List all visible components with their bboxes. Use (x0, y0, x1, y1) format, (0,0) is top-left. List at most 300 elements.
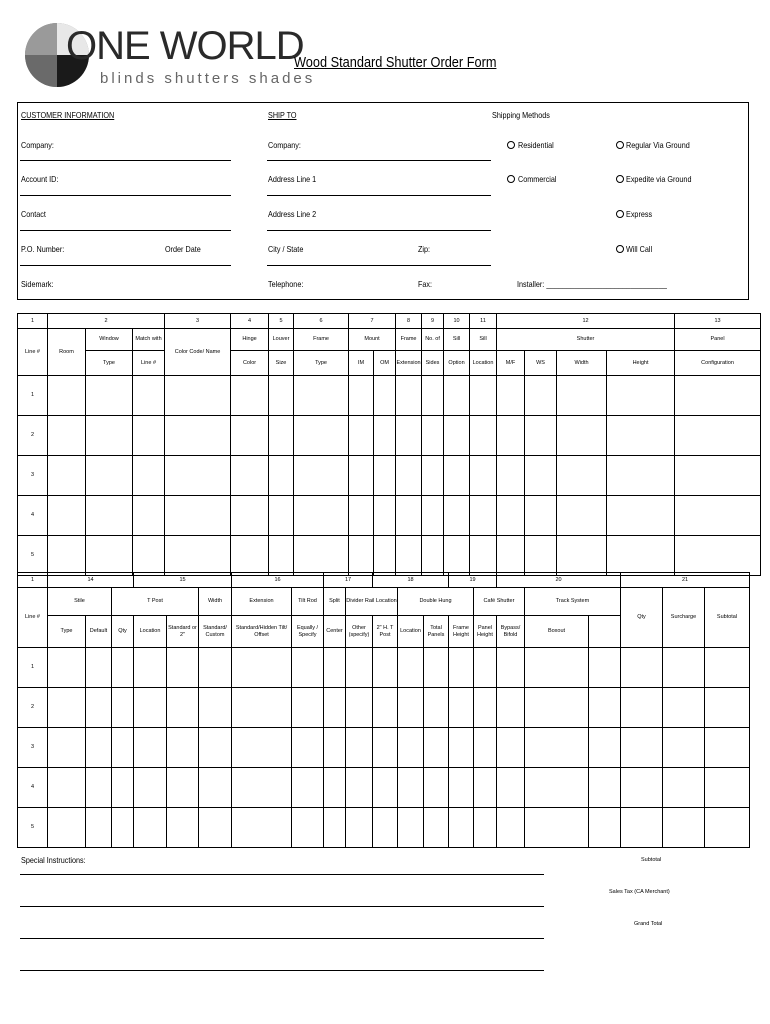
row-number: 2 (18, 416, 48, 456)
table-cell[interactable] (349, 496, 374, 536)
hdr-tpost: T Post (112, 588, 199, 616)
table-cell[interactable] (167, 648, 199, 688)
table-cell[interactable] (86, 456, 133, 496)
table-cell[interactable] (497, 768, 525, 808)
table-cell[interactable] (398, 648, 424, 688)
col-num: 1 (18, 573, 48, 588)
table-cell[interactable] (474, 648, 497, 688)
table-cell[interactable] (497, 808, 525, 848)
commercial-label: Commercial (518, 174, 557, 184)
special-line-2[interactable] (20, 906, 544, 907)
commercial-radio[interactable] (507, 175, 515, 183)
hdr-panel: Panel (675, 329, 761, 351)
table-cell[interactable] (663, 768, 705, 808)
installer-field[interactable]: Installer: ______________________________ (517, 279, 667, 289)
city-label: City / State (268, 244, 304, 254)
table-cell[interactable] (346, 768, 373, 808)
table-cell[interactable] (48, 496, 86, 536)
table-cell[interactable] (373, 768, 398, 808)
row-number: 2 (18, 688, 48, 728)
col-num: 14 (48, 573, 134, 588)
table-cell[interactable] (165, 536, 231, 576)
table-cell[interactable] (86, 648, 112, 688)
table-cell[interactable] (621, 688, 663, 728)
table-cell[interactable] (167, 768, 199, 808)
table-cell[interactable] (424, 728, 449, 768)
table-cell[interactable] (48, 648, 86, 688)
table-cell[interactable] (525, 416, 557, 456)
table-cell[interactable] (374, 456, 396, 496)
table-cell[interactable] (470, 376, 497, 416)
table-cell[interactable] (474, 768, 497, 808)
table-cell[interactable] (165, 496, 231, 536)
table-cell[interactable] (269, 416, 294, 456)
table-cell[interactable] (133, 376, 165, 416)
table-cell[interactable] (133, 496, 165, 536)
hdr-frame: Frame (294, 329, 349, 351)
table-cell[interactable] (422, 456, 444, 496)
table-row (18, 456, 761, 496)
table-cell[interactable] (167, 808, 199, 848)
table-cell[interactable] (444, 456, 470, 496)
table-cell[interactable] (86, 536, 133, 576)
hdr-width: Width (557, 351, 607, 376)
table-cell[interactable] (292, 728, 324, 768)
table-cell[interactable] (607, 536, 675, 576)
table-cell[interactable] (269, 496, 294, 536)
table-cell[interactable] (589, 688, 621, 728)
table-cell[interactable] (474, 728, 497, 768)
table-cell[interactable] (557, 496, 607, 536)
table-cell[interactable] (449, 688, 474, 728)
table-cell[interactable] (165, 376, 231, 416)
table-cell[interactable] (422, 416, 444, 456)
table-cell[interactable] (444, 496, 470, 536)
table-cell[interactable] (232, 728, 292, 768)
table-cell[interactable] (557, 536, 607, 576)
table-cell[interactable] (444, 416, 470, 456)
col-num: 15 (134, 573, 232, 588)
col-num: 16 (232, 573, 324, 588)
table-cell[interactable] (444, 536, 470, 576)
table-cell[interactable] (589, 808, 621, 848)
table-cell[interactable] (133, 536, 165, 576)
hdr-2ht: 2" H. T Post (373, 616, 398, 648)
hdr-config: Configuration (675, 351, 761, 376)
grand-total-label: Grand Total (634, 921, 663, 927)
table-cell[interactable] (525, 808, 589, 848)
table-cell[interactable] (199, 648, 232, 688)
table-row (18, 496, 761, 536)
table-cell[interactable] (589, 728, 621, 768)
address1-field[interactable] (267, 195, 491, 196)
table-cell[interactable] (621, 808, 663, 848)
table-cell[interactable] (470, 456, 497, 496)
table-cell[interactable] (675, 376, 761, 416)
table-cell[interactable] (292, 768, 324, 808)
po-field[interactable] (20, 265, 231, 266)
table-cell[interactable] (675, 456, 761, 496)
table-cell[interactable] (497, 416, 525, 456)
table-cell[interactable] (86, 416, 133, 456)
table-cell[interactable] (474, 808, 497, 848)
table-cell[interactable] (497, 456, 525, 496)
table-cell[interactable] (324, 728, 346, 768)
table-row (18, 536, 761, 576)
table-cell[interactable] (165, 416, 231, 456)
table-cell[interactable] (373, 808, 398, 848)
row-number: 4 (18, 768, 48, 808)
table-cell[interactable] (346, 728, 373, 768)
hdr-track: Track System (525, 588, 621, 616)
table-cell[interactable] (324, 808, 346, 848)
table-cell[interactable] (346, 808, 373, 848)
hdr-frame-height: Frame Height (449, 616, 474, 648)
sales-tax-label: Sales Tax (CA Merchant) (609, 889, 670, 895)
hdr-dlocation: Location (398, 616, 424, 648)
col-num: 19 (449, 573, 497, 588)
table-row (18, 376, 761, 416)
sidemark-label: Sidemark: (21, 279, 54, 289)
table-cell[interactable] (396, 376, 422, 416)
table-cell[interactable] (396, 416, 422, 456)
table-cell[interactable] (294, 416, 349, 456)
customer-company-field[interactable] (20, 160, 231, 161)
table-cell[interactable] (112, 768, 134, 808)
table-cell[interactable] (374, 416, 396, 456)
table-cell[interactable] (294, 456, 349, 496)
table-cell[interactable] (705, 728, 750, 768)
table-cell[interactable] (525, 376, 557, 416)
table-cell[interactable] (497, 648, 525, 688)
table-cell[interactable] (232, 648, 292, 688)
account-label: Account ID: (21, 174, 59, 184)
table-cell[interactable] (675, 536, 761, 576)
hdr-color-code: Color Code/ Name (165, 329, 231, 376)
hdr-type: Type (86, 351, 133, 376)
hdr-cafe: Café Shutter (474, 588, 525, 616)
po-label: P.O. Number: (21, 244, 65, 254)
table-cell[interactable] (134, 728, 167, 768)
table-cell[interactable] (398, 808, 424, 848)
table-cell[interactable] (324, 768, 346, 808)
col-num: 1 (18, 314, 48, 329)
table-cell[interactable] (48, 768, 86, 808)
table-cell[interactable] (374, 536, 396, 576)
table-cell[interactable] (449, 728, 474, 768)
row-number: 5 (18, 808, 48, 848)
table-cell[interactable] (663, 728, 705, 768)
residential-label: Residential (518, 140, 554, 150)
hdr-sides: Sides (422, 351, 444, 376)
col-num: 17 (324, 573, 373, 588)
hdr-location: Location (470, 351, 497, 376)
table-cell[interactable] (373, 688, 398, 728)
table-cell[interactable] (48, 456, 86, 496)
row-number: 5 (18, 536, 48, 576)
table-cell[interactable] (398, 688, 424, 728)
table-cell[interactable] (86, 808, 112, 848)
table-cell[interactable] (231, 536, 269, 576)
table-cell[interactable] (675, 416, 761, 456)
col-num: 7 (349, 314, 396, 329)
hdr-extension: Extension (232, 588, 292, 616)
table-cell[interactable] (424, 688, 449, 728)
line-items-table (17, 313, 761, 576)
table-cell[interactable] (48, 536, 86, 576)
fax-label: Fax: (418, 279, 433, 289)
table-cell[interactable] (232, 768, 292, 808)
table-cell[interactable] (398, 728, 424, 768)
table-cell[interactable] (134, 808, 167, 848)
table-cell[interactable] (374, 376, 396, 416)
hdr-std2: Standard or 2" (167, 616, 199, 648)
table-cell[interactable] (134, 768, 167, 808)
hdr-divider: Divider Rail Location (346, 588, 398, 616)
table-cell[interactable] (373, 728, 398, 768)
col-num: 2 (48, 314, 165, 329)
table-cell[interactable] (705, 768, 750, 808)
table-cell[interactable] (112, 808, 134, 848)
table-cell[interactable] (449, 768, 474, 808)
table-cell[interactable] (470, 496, 497, 536)
table-cell[interactable] (621, 728, 663, 768)
table-cell[interactable] (269, 536, 294, 576)
table-cell[interactable] (525, 456, 557, 496)
hdr-surcharge: Surcharge (663, 588, 705, 648)
table-cell[interactable] (607, 376, 675, 416)
table-cell[interactable] (396, 536, 422, 576)
table-cell[interactable] (134, 648, 167, 688)
table-cell[interactable] (349, 416, 374, 456)
table-cell[interactable] (396, 456, 422, 496)
col-num: 3 (165, 314, 231, 329)
table-cell[interactable] (705, 648, 750, 688)
table-cell[interactable] (86, 376, 133, 416)
table-cell[interactable] (424, 768, 449, 808)
hdr-room: Room (48, 329, 86, 376)
table-cell[interactable] (525, 496, 557, 536)
table-cell[interactable] (292, 808, 324, 848)
table-cell[interactable] (324, 688, 346, 728)
table-cell[interactable] (292, 688, 324, 728)
hdr-option: Option (444, 351, 470, 376)
table-cell[interactable] (374, 496, 396, 536)
regular-ground-radio[interactable] (616, 141, 624, 149)
table-cell[interactable] (231, 456, 269, 496)
hdr-total-panels: Total Panels (424, 616, 449, 648)
table-cell[interactable] (294, 376, 349, 416)
table-cell[interactable] (48, 728, 86, 768)
table-cell[interactable] (525, 688, 589, 728)
table-cell[interactable] (294, 536, 349, 576)
table-cell[interactable] (86, 688, 112, 728)
expedite-ground-radio[interactable] (616, 175, 624, 183)
table-cell[interactable] (231, 496, 269, 536)
table-cell[interactable] (525, 648, 589, 688)
table-cell[interactable] (607, 416, 675, 456)
table-cell[interactable] (324, 648, 346, 688)
table-cell[interactable] (231, 376, 269, 416)
customer-header: CUSTOMER INFORMATION (21, 110, 115, 120)
table-cell[interactable] (422, 496, 444, 536)
table-cell[interactable] (525, 768, 589, 808)
table-cell[interactable] (167, 728, 199, 768)
table-cell[interactable] (470, 536, 497, 576)
table-cell[interactable] (349, 536, 374, 576)
form-title: Wood Standard Shutter Order Form (294, 54, 497, 71)
address2-label: Address Line 2 (268, 209, 317, 219)
contact-label: Contact (21, 209, 46, 219)
table-cell[interactable] (346, 648, 373, 688)
subtotal-label: Subtotal (641, 857, 662, 863)
hdr-equally: Equally / Specify (292, 616, 324, 648)
table-cell[interactable] (675, 496, 761, 536)
table-cell[interactable] (48, 376, 86, 416)
table-cell[interactable] (86, 768, 112, 808)
table-cell[interactable] (269, 456, 294, 496)
table-cell[interactable] (86, 728, 112, 768)
account-field[interactable] (20, 195, 231, 196)
table-cell[interactable] (444, 376, 470, 416)
table-cell[interactable] (134, 688, 167, 728)
table-cell[interactable] (621, 768, 663, 808)
row-number: 1 (18, 648, 48, 688)
table-cell[interactable] (705, 808, 750, 848)
express-radio[interactable] (616, 210, 624, 218)
table-cell[interactable] (449, 808, 474, 848)
customer-company-label: Company: (21, 140, 54, 150)
col-num: 21 (621, 573, 750, 588)
table-cell[interactable] (294, 496, 349, 536)
hdr-subtotal: Subtotal (705, 588, 750, 648)
table-cell[interactable] (557, 416, 607, 456)
table-cell[interactable] (422, 376, 444, 416)
hdr-mf: M/F (497, 351, 525, 376)
table-cell[interactable] (497, 536, 525, 576)
table-cell[interactable] (346, 688, 373, 728)
table-cell[interactable] (497, 376, 525, 416)
hdr-sill: Sill (444, 329, 470, 351)
will-call-radio[interactable] (616, 245, 624, 253)
table-cell[interactable] (663, 808, 705, 848)
row-number: 3 (18, 456, 48, 496)
residential-radio[interactable] (507, 141, 515, 149)
table-cell[interactable] (133, 456, 165, 496)
table-cell[interactable] (589, 768, 621, 808)
table-cell[interactable] (349, 456, 374, 496)
table-cell[interactable] (398, 768, 424, 808)
table-cell[interactable] (557, 456, 607, 496)
address2-field[interactable] (267, 230, 491, 231)
table-cell[interactable] (557, 376, 607, 416)
table-row (18, 648, 750, 688)
table-cell[interactable] (48, 416, 86, 456)
table-cell[interactable] (621, 648, 663, 688)
details-table (17, 572, 750, 848)
table-cell[interactable] (663, 648, 705, 688)
hdr-boxout: Boxout (525, 616, 589, 648)
table-cell[interactable] (373, 648, 398, 688)
table-cell[interactable] (112, 728, 134, 768)
address1-label: Address Line 1 (268, 174, 317, 184)
table-cell[interactable] (424, 808, 449, 848)
table-cell[interactable] (589, 648, 621, 688)
table-row (18, 416, 761, 456)
table-cell[interactable] (470, 416, 497, 456)
ship-company-field[interactable] (267, 160, 491, 161)
contact-field[interactable] (20, 230, 231, 231)
table-cell[interactable] (349, 376, 374, 416)
table-cell[interactable] (497, 688, 525, 728)
table-cell[interactable] (424, 648, 449, 688)
row-number: 3 (18, 728, 48, 768)
table-cell[interactable] (199, 768, 232, 808)
table-cell[interactable] (607, 496, 675, 536)
hdr-type: Type (48, 616, 86, 648)
table-cell[interactable] (199, 808, 232, 848)
special-line-1[interactable] (20, 874, 544, 875)
table-cell[interactable] (232, 688, 292, 728)
table-cell[interactable] (112, 648, 134, 688)
col-num: 18 (373, 573, 449, 588)
table-cell[interactable] (167, 688, 199, 728)
table-cell[interactable] (269, 376, 294, 416)
hdr-shutter: Shutter (497, 329, 675, 351)
table-row (18, 688, 750, 728)
telephone-label: Telephone: (268, 279, 304, 289)
table-cell[interactable] (112, 688, 134, 728)
hdr-match: Match with (133, 329, 165, 351)
table-cell[interactable] (86, 496, 133, 536)
table-cell[interactable] (199, 688, 232, 728)
special-instructions-label: Special Instructions: (21, 855, 86, 865)
zip-label: Zip: (418, 244, 431, 254)
table-cell[interactable] (48, 688, 86, 728)
hdr-frame2: Frame (396, 329, 422, 351)
ship-header: SHIP TO (268, 110, 297, 120)
table-cell[interactable] (231, 416, 269, 456)
table-cell[interactable] (607, 456, 675, 496)
table-cell[interactable] (663, 688, 705, 728)
table-cell[interactable] (133, 416, 165, 456)
table-cell[interactable] (232, 808, 292, 848)
table-cell[interactable] (199, 728, 232, 768)
special-line-4[interactable] (20, 970, 544, 971)
hdr-ext: Extension (396, 351, 422, 376)
table-cell[interactable] (422, 536, 444, 576)
table-cell[interactable] (497, 728, 525, 768)
col-num: 10 (444, 314, 470, 329)
col-num: 20 (497, 573, 621, 588)
hdr-qty: Qty (112, 616, 134, 648)
table-cell[interactable] (292, 648, 324, 688)
special-line-3[interactable] (20, 938, 544, 939)
hdr-line: Line # (18, 588, 48, 648)
table-cell[interactable] (525, 536, 557, 576)
table-cell[interactable] (165, 456, 231, 496)
row-number: 1 (18, 376, 48, 416)
table-cell[interactable] (474, 688, 497, 728)
table-cell[interactable] (396, 496, 422, 536)
table-cell[interactable] (705, 688, 750, 728)
table-cell[interactable] (497, 496, 525, 536)
hdr-location: Location (134, 616, 167, 648)
table-cell[interactable] (48, 808, 86, 848)
city-field[interactable] (267, 265, 491, 266)
table-cell[interactable] (525, 728, 589, 768)
table-cell[interactable] (449, 648, 474, 688)
